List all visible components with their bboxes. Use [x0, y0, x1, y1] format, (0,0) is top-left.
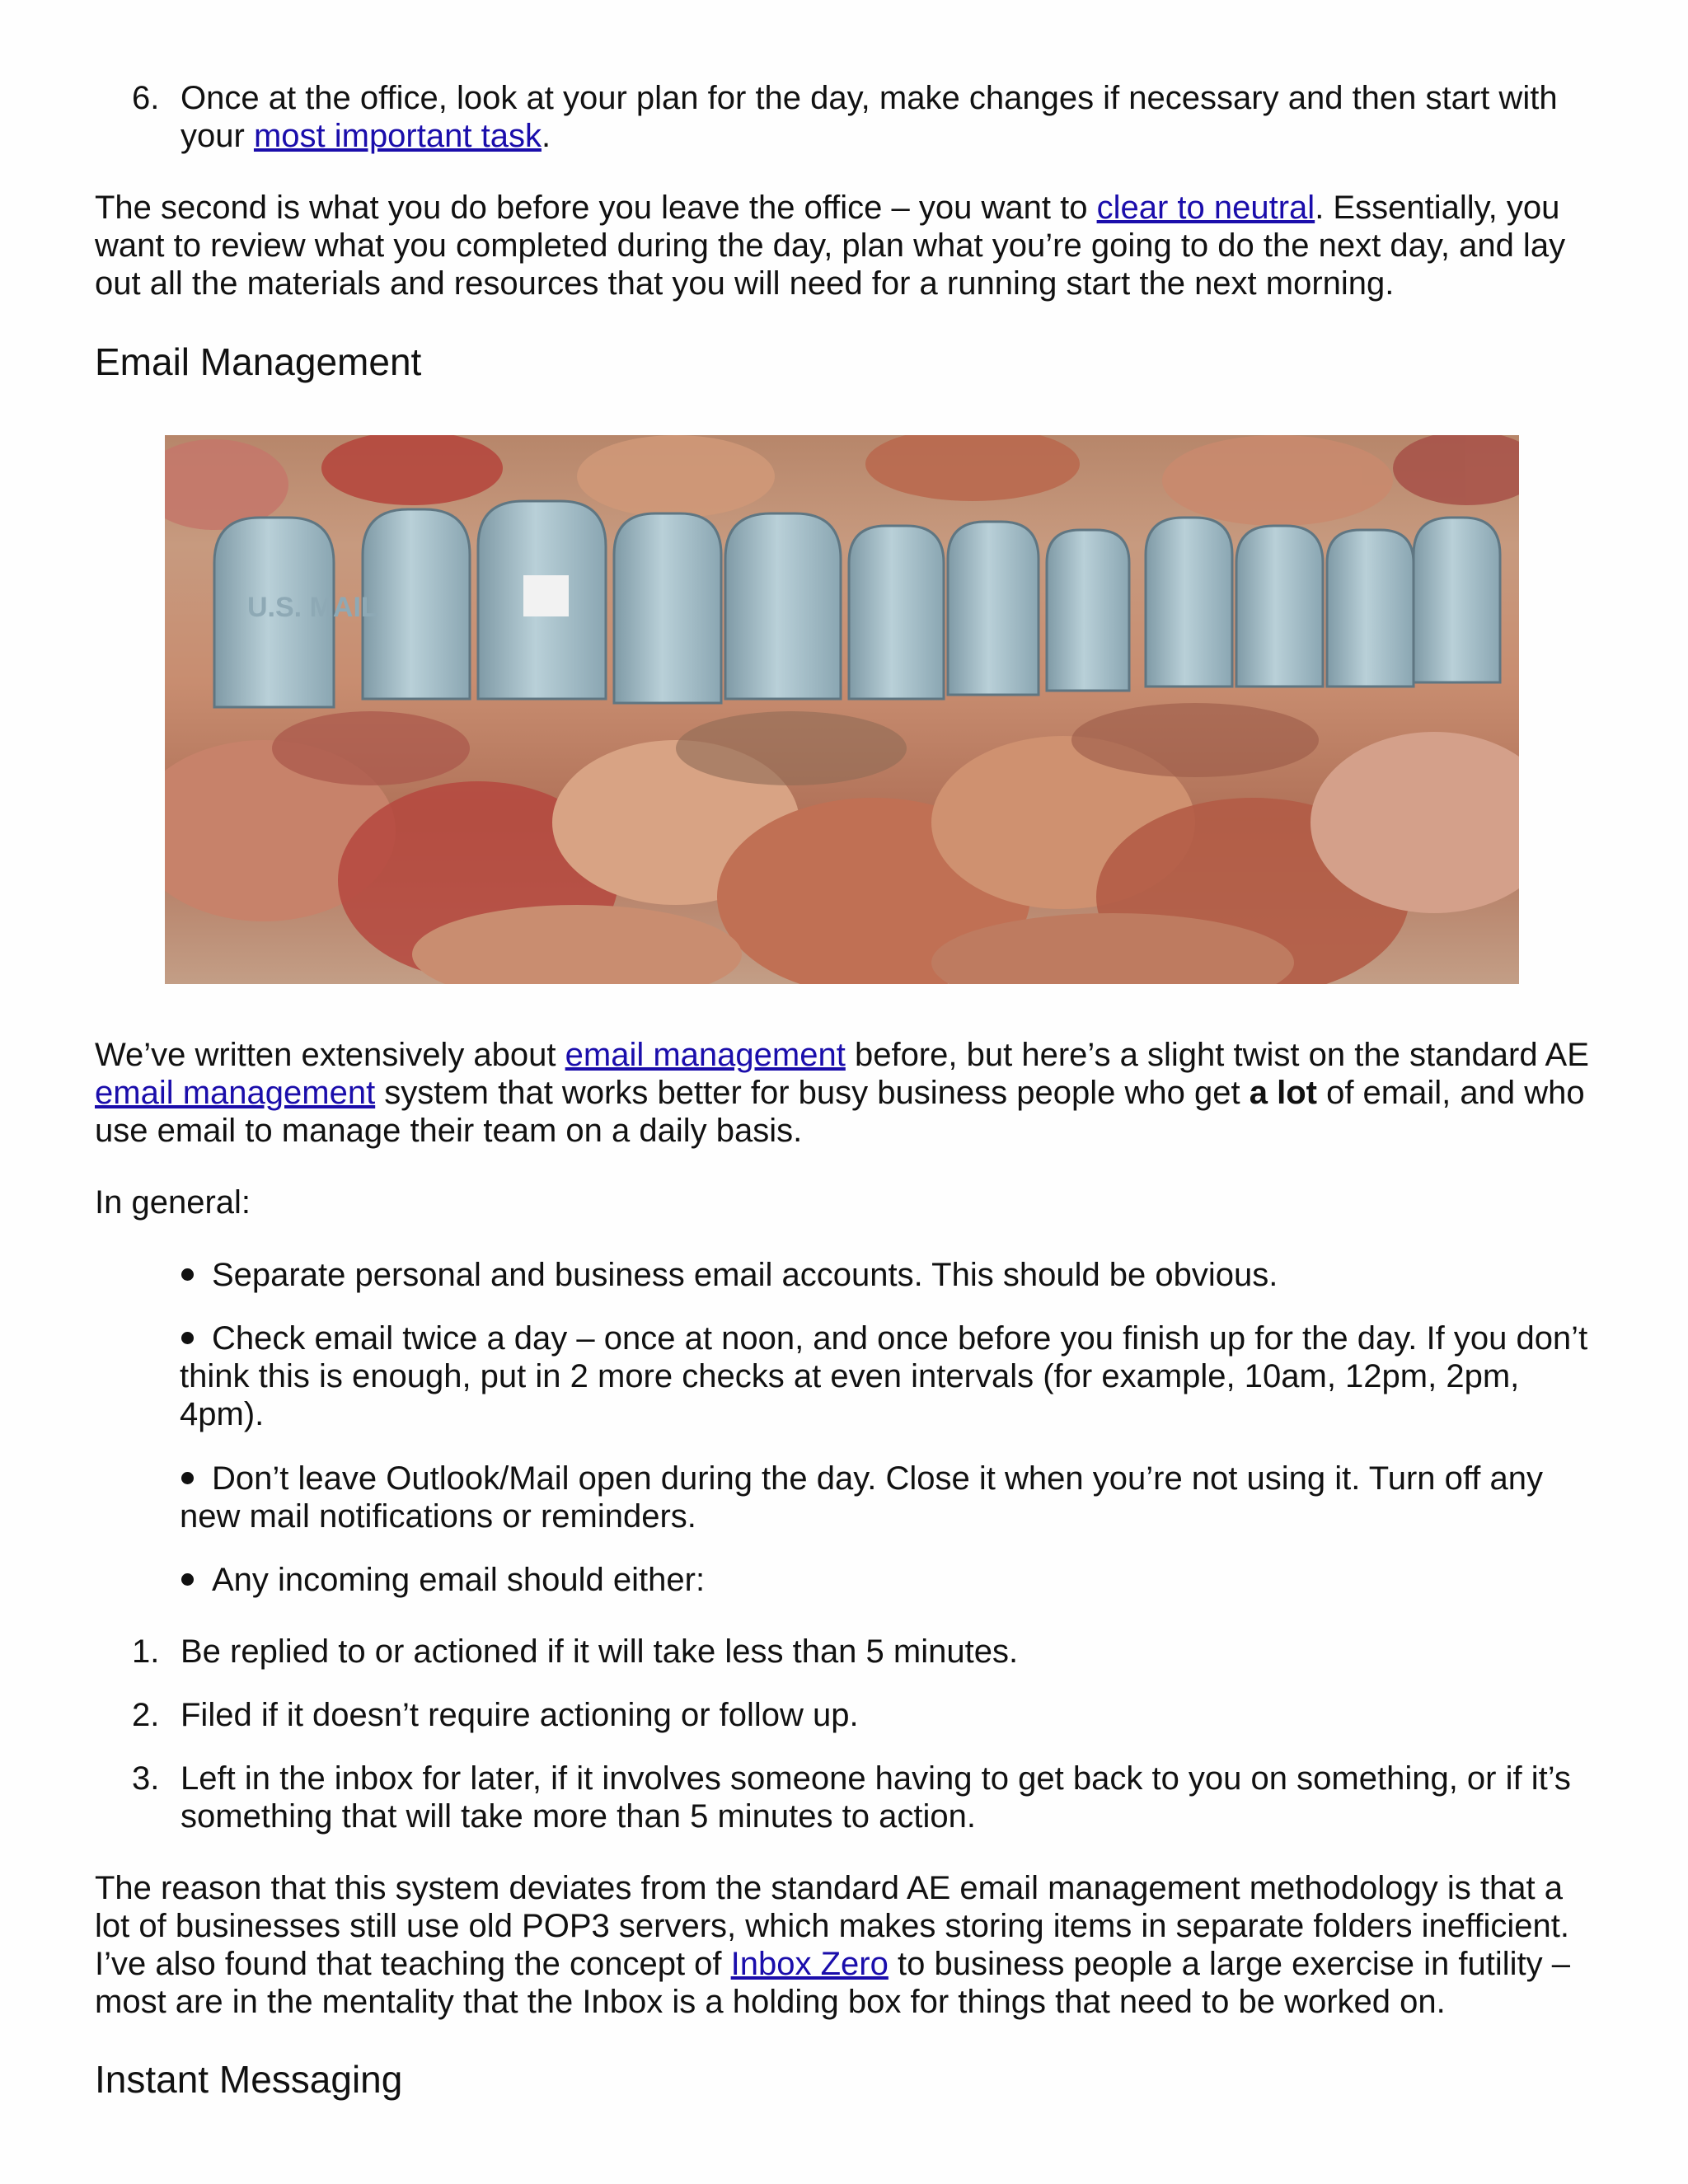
bullet-item: [180, 1256, 1606, 1294]
text-run: to business people a large exercise in futility – most are in the mentality that the Inbox is a holding box for things that need to be worked on.: [95, 1946, 1570, 2020]
most-important-task-link[interactable]: most important task: [253, 118, 542, 154]
bullet-icon: [181, 1573, 194, 1586]
list-item-text: Filed if it doesn’t require actioning or follow up.: [181, 1697, 859, 1733]
list-number: 3.: [132, 1760, 160, 1797]
text-run: of email, and who use email to manage their team on a daily basis.: [95, 1075, 1585, 1149]
text-run: The reason that this system deviates from the standard AE email management methodology is that a lot of businesses still use old POP3 servers, which makes storing items in separate folders inefficient. I’ve also found that teaching the concept of: [95, 1870, 1569, 1982]
text-run: before, but here’s a slight twist on the standard AE: [845, 1037, 1589, 1073]
bold-text: a lot: [1249, 1075, 1317, 1111]
text-run: system that works better for busy business people who get: [375, 1075, 1250, 1111]
heading-instant-messaging: Instant Messaging: [95, 2058, 403, 2101]
text-run: . Essentially, you want to review what you completed during the day, plan what you’re going to do the next day, and lay out all the materials and resources that you will need for a running start the next morning.: [95, 190, 1566, 302]
bullet-icon: [181, 1332, 194, 1344]
paragraph-reason: [95, 1869, 1603, 2021]
email-management-link[interactable]: email management: [565, 1037, 846, 1073]
mailboxes-illustration: [165, 435, 1519, 984]
list-number: 6.: [132, 80, 160, 116]
bullet-text: Check email twice a day – once at noon, and once before you finish up for the day. If you don’t think this is enough, put in 2 more checks at even intervals (for example, 10am, 12pm, 2pm, 4pm).: [180, 1320, 1588, 1432]
list-number: 2.: [132, 1697, 160, 1733]
list-item-text: Be replied to or actioned if it will take less than 5 minutes.: [181, 1633, 1019, 1670]
text-run: The second is what you do before you leave the office – you want to: [95, 190, 1097, 226]
mailbox-lettering: U.S. MAIL: [247, 592, 378, 623]
clear-to-neutral-link[interactable]: clear to neutral: [1096, 190, 1315, 226]
list-item-text: [181, 79, 1598, 155]
heading-email-management: Email Management: [95, 340, 422, 383]
bullet-icon: [181, 1268, 194, 1281]
inbox-zero-link[interactable]: Inbox Zero: [730, 1946, 889, 1982]
text-run: Once at the office, look at your plan for the day, make changes if necessary and then start with your: [181, 80, 1558, 154]
paragraph-email-management: [95, 1036, 1603, 1150]
bullet-text: Separate personal and business email accounts. This should be obvious.: [212, 1257, 1278, 1293]
list-item-text: Left in the inbox for later, if it involves someone having to get back to you on something, or if it’s something that will take more than 5 minutes to action.: [181, 1760, 1571, 1835]
paragraph-clear-to-neutral: [95, 189, 1603, 302]
bullet-text: Any incoming email should either:: [212, 1562, 706, 1598]
email-management-link-2[interactable]: email management: [95, 1075, 376, 1111]
bullet-item: [180, 1319, 1606, 1433]
bullet-text: Don’t leave Outlook/Mail open during the day. Close it when you’re not using it. Turn off any new mail notifications or reminders.: [180, 1460, 1543, 1535]
bullet-item: [180, 1460, 1606, 1535]
text-run: .: [541, 118, 551, 154]
in-general-label: In general:: [95, 1184, 251, 1221]
list-number: 1.: [132, 1633, 160, 1670]
bullet-item: [180, 1561, 1606, 1599]
text-run: We’ve written extensively about: [95, 1037, 565, 1073]
mailbox-row: [214, 501, 1500, 707]
bullet-icon: [181, 1472, 194, 1484]
mailboxes-photo: [165, 435, 1519, 984]
